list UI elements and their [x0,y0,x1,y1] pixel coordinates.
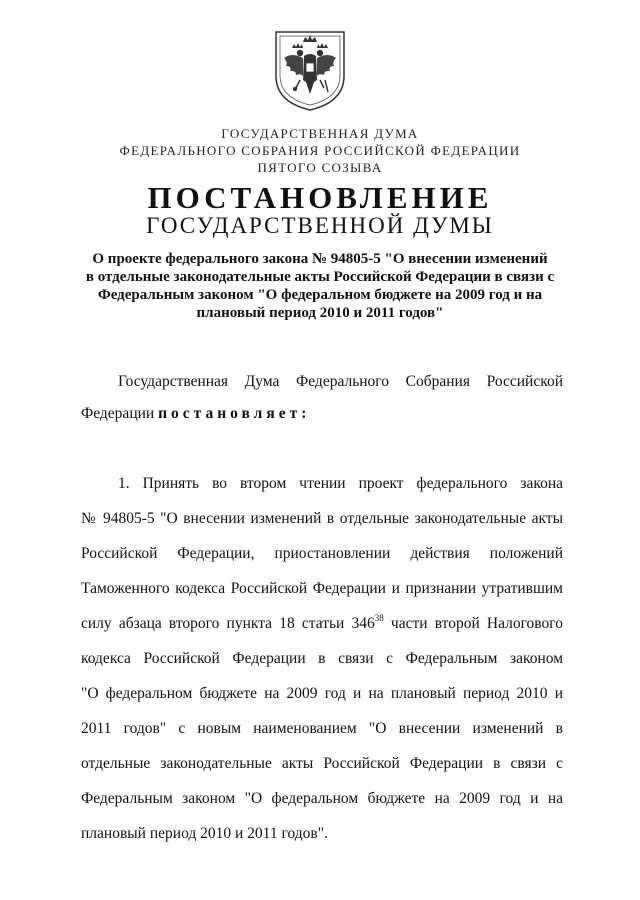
subject-line: плановый период 2010 и 2011 годов" [196,305,444,321]
preamble-text: Федерации [81,405,159,422]
document-subject [0,250,640,322]
preamble-line-2 [81,404,563,424]
clause-line: кодекса Российской Федерации в связи с Федеральным законом [81,650,563,667]
clause-line: 1. Принять во втором чтении проект федерального закона [118,475,563,492]
clause-line: плановый период 2010 и 2011 годов". [81,825,328,842]
coat-of-arms-icon [270,28,350,112]
subject-line: в отдельные законодательные акты Российской Федерации в связи с [85,269,555,285]
clause-line: Федеральным законом "О федеральном бюджете на 2009 год и на [81,790,563,807]
document-subtitle: ГОСУДАРСТВЕННОЙ ДУМЫ [146,213,494,238]
clause-text: силу абзаца второго пункта 18 статьи 346 [81,615,375,632]
subject-line: Федеральным законом "О федеральном бюджете на 2009 год и на [97,287,543,303]
preamble-line-1: Государственная Дума Федерального Собрания Российской [118,373,563,390]
clause-line: "О федеральном бюджете на 2009 год и на плановый период 2010 и [81,685,563,702]
issuer-line-2: ФЕДЕРАЛЬНОГО СОБРАНИЯ РОССИЙСКОЙ ФЕДЕРАЦИИ [119,143,521,158]
clause-line [81,614,563,634]
issuer-line-1: ГОСУДАРСТВЕННАЯ ДУМА [221,126,419,141]
preamble-resolves: постановляет: [158,405,311,422]
clause-text: части второй Налогового [383,615,563,632]
clause-line: отдельные законодательные акты Российской Федерации в связи с [81,755,563,772]
document-title: ПОСТАНОВЛЕНИЕ [147,180,493,215]
clause-line: Российской Федерации, приостановлении действия положений [81,545,563,562]
subject-line: О проекте федерального закона № 94805-5 "О внесении изменений [92,251,548,267]
clause-line: № 94805-5 "О внесении изменений в отдельные законодательные акты [81,510,563,527]
article-superscript: 38 [374,613,384,623]
issuer-line-3: ПЯТОГО СОЗЫВА [257,160,383,175]
clause-line: Таможенного кодекса Российской Федерации и признании утратившим [81,580,563,597]
clause-line: 2011 годов" с новым наименованием "О внесении изменений в [81,720,563,737]
